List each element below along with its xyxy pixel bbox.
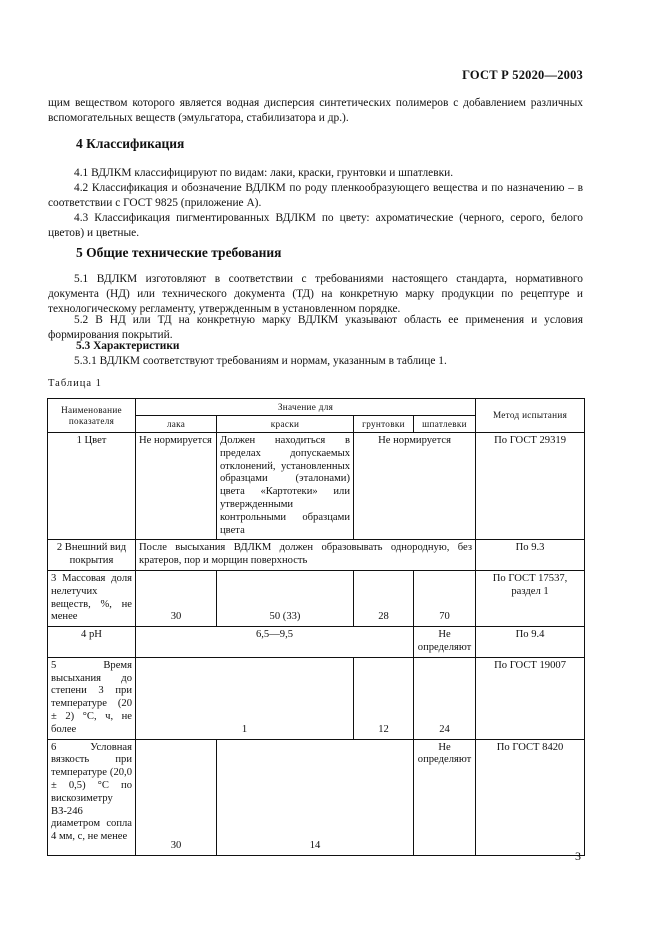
- table-row: [48, 657, 585, 739]
- row2-method: По 9.3: [476, 540, 585, 571]
- row6-method: По ГОСТ 8420: [476, 739, 585, 855]
- row3-method: По ГОСТ 17537, раздел 1: [476, 570, 585, 626]
- row6-name: 6 Условная вязкость при температуре (20,0 ± 0,5) °С по вискозиметру ВЗ-246 диаметром сопла 4 мм, с, не менее: [48, 739, 136, 855]
- characteristics-table: [47, 398, 585, 856]
- row1-kraski: Должен находиться в пределах допускаемых отклонений, установленных образцами (эталонами) цвета «Картотеки» или утвержденными контрольными образцами цвета: [217, 433, 354, 540]
- row6-shpatlevki: Не определяют: [414, 739, 476, 855]
- paragraph-5-1: 5.1 ВДЛКМ изготовляют в соответствии с требованиями настоящего стандарта, нормативного документа (НД) или технического документа (ТД) на конкретную марку продукции по рецептуре и технологическому регламенту, утвержденным в установленном порядке.: [48, 273, 583, 315]
- row4-shpatlevki: Не определяют: [414, 627, 476, 658]
- header-shpatlevki: шпатлевки: [414, 416, 476, 433]
- row4-name: 4 pH: [48, 627, 136, 658]
- document-header-id: ГОСТ Р 52020—2003: [462, 68, 583, 82]
- table-row: [48, 739, 585, 855]
- section-5-title: 5 Общие технические требования: [76, 245, 282, 260]
- table-row: [48, 627, 585, 658]
- subsection-5-3-title: 5.3 Характеристики: [76, 340, 180, 352]
- paragraph-4-1: 4.1 ВДЛКМ классифицируют по видам: лаки, краски, грунтовки и шпатлевки.: [74, 167, 454, 179]
- paragraph-4-2: 4.2 Классификация и обозначение ВДЛКМ по роду пленкообразующего вещества и по назначению – в соответствии с ГОСТ 9825 (приложение А).: [48, 182, 583, 209]
- row5-merged: 1: [136, 657, 354, 739]
- row4-method: По 9.4: [476, 627, 585, 658]
- row1-method: По ГОСТ 29319: [476, 433, 585, 540]
- table-row: [48, 540, 585, 571]
- table-caption: Таблица 1: [48, 378, 102, 389]
- row2-merged: После высыхания ВДЛКМ должен образовывать однородную, без кратеров, пор и морщин поверхность: [136, 540, 476, 571]
- header-kraski: краски: [217, 416, 354, 433]
- page-number: 3: [575, 849, 581, 863]
- header-lak: лака: [136, 416, 217, 433]
- row1-name: 1 Цвет: [48, 433, 136, 540]
- paragraph-5-2: 5.2 В НД или ТД на конкретную марку ВДЛКМ указывают область ее применения и условия формирования покрытий.: [48, 314, 583, 341]
- header-name: Наименование показателя: [48, 399, 136, 433]
- row6-kraski-gr: 14: [217, 739, 414, 855]
- row3-kraski: 50 (33): [217, 570, 354, 626]
- section-4-title: 4 Классификация: [76, 136, 185, 151]
- paragraph-4-3: 4.3 Классификация пигментированных ВДЛКМ по цвету: ахроматические (черного, серого, белого цветов) и цветные.: [48, 212, 583, 239]
- header-value-group: Значение для: [136, 399, 476, 416]
- row1-gr-sh: Не нормируется: [354, 433, 476, 540]
- table-row: [48, 570, 585, 626]
- row3-lak: 30: [136, 570, 217, 626]
- table-row: [48, 433, 585, 540]
- intro-paragraph: щим веществом которого является водная дисперсия синтетических полимеров с добавлением различных вспомогательных веществ (эмульгатора, стабилизатора и др.).: [48, 97, 583, 124]
- row5-method: По ГОСТ 19007: [476, 657, 585, 739]
- header-method: Метод испытания: [476, 399, 585, 433]
- row6-lak: 30: [136, 739, 217, 855]
- row4-merged: 6,5—9,5: [136, 627, 414, 658]
- row1-lak: Не нормируется: [136, 433, 217, 540]
- row2-name: 2 Внешний вид покрытия: [48, 540, 136, 571]
- row3-gruntovki: 28: [354, 570, 414, 626]
- row5-shpatlevki: 24: [414, 657, 476, 739]
- header-gruntovki: грунтовки: [354, 416, 414, 433]
- row3-name: 3 Массовая доля нелетучих веществ, %, не менее: [48, 570, 136, 626]
- row5-name: 5 Время высыхания до степени 3 при температуре (20 ± 2) °С, ч, не более: [48, 657, 136, 739]
- paragraph-5-3-1: 5.3.1 ВДЛКМ соответствуют требованиям и нормам, указанным в таблице 1.: [74, 355, 447, 367]
- row3-shpatlevki: 70: [414, 570, 476, 626]
- row5-gruntovki: 12: [354, 657, 414, 739]
